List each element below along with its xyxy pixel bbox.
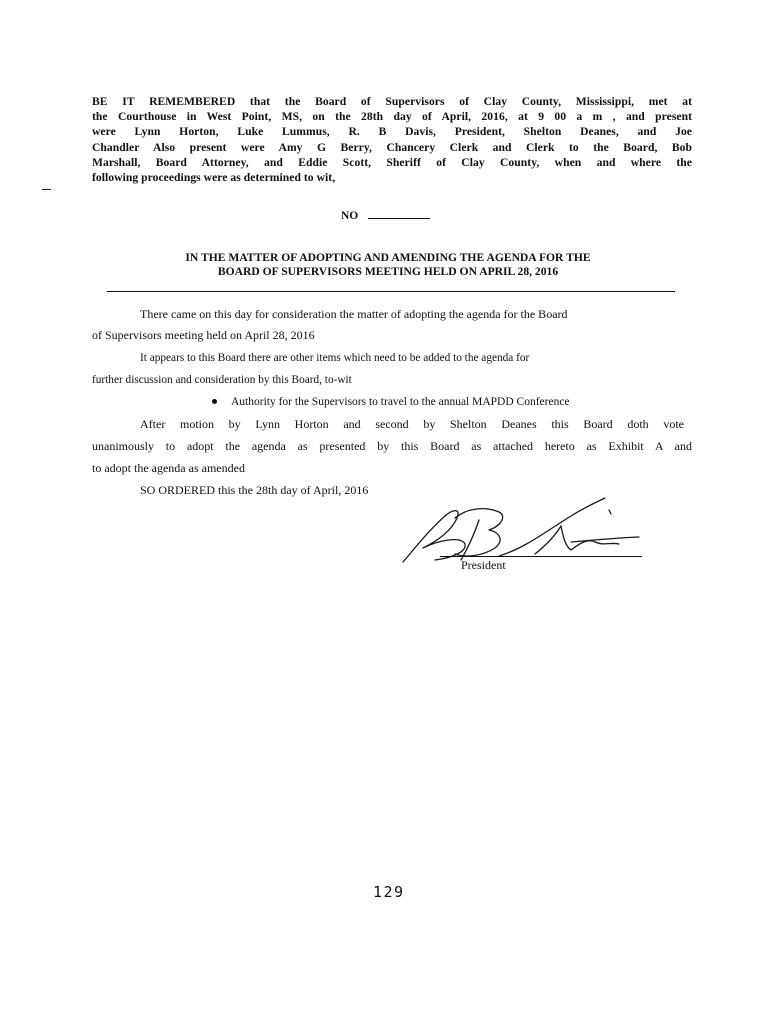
consideration-text: of Supervisors meeting held on April 28, 2016 [92,328,315,342]
order-number-blank [368,209,430,219]
signature-line [440,556,642,557]
motion-line [92,438,692,454]
preamble-line: Chandler Also present were Amy G Berry, Chancery Clerk and Clerk to the Board, Bob [92,140,692,154]
motion-line [92,460,245,476]
page-number: 129 [373,883,405,901]
so-ordered-line [140,482,368,498]
bullet-icon [212,399,217,404]
bullet-text: Authority for the Supervisors to travel to the annual MAPDD Conference [231,396,570,408]
items-line [140,350,529,366]
margin-mark [42,189,51,190]
motion-text: to adopt the agenda as amended [92,461,245,475]
items-line [92,372,352,388]
consideration-line [140,306,568,322]
items-text: further discussion and consideration by this Board, to-wit [92,374,352,386]
matter-heading [108,251,668,279]
motion-line [140,416,684,432]
preamble-line: following proceedings were as determined to wit, [92,171,336,185]
heading-rule [107,291,675,292]
heading-line: BOARD OF SUPERVISORS MEETING HELD ON APRIL 28, 2016 [217,265,559,278]
preamble-line: BE IT REMEMBERED that the Board of Supervisors of Clay County, Mississippi, met at [92,95,692,108]
preamble-line: the Courthouse in West Point, MS, on the 28th day of April, 2016, at 9 00 a m , and present [92,110,692,124]
preamble-line: were Lynn Horton, Luke Lummus, R. B Davis, President, Shelton Deanes, and Joe [92,125,692,139]
preamble-paragraph [92,94,692,185]
heading-line: IN THE MATTER OF ADOPTING AND AMENDING THE AGENDA FOR THE [185,251,591,264]
items-text: It appears to this Board there are other items which need to be added to the agenda for [140,352,530,364]
order-number [341,209,430,222]
signature-title: President [461,558,506,572]
motion-text: After motion by Lynn Horton and second by Shelton Deanes this Board doth vote [140,417,684,431]
so-ordered-text: SO ORDERED this the 28th day of April, 2016 [140,483,369,497]
consideration-text: There came on this day for consideration the matter of adopting the agenda for the Board [140,307,568,321]
agenda-bullet-item [212,394,570,410]
consideration-line [92,327,315,343]
preamble-line: Marshall, Board Attorney, and Eddie Scott, Sheriff of Clay County, when and where the [92,155,692,169]
order-number-label: NO [341,210,359,222]
motion-text: unanimously to adopt the agenda as presented by this Board as attached hereto as Exhibit A and [92,439,692,453]
